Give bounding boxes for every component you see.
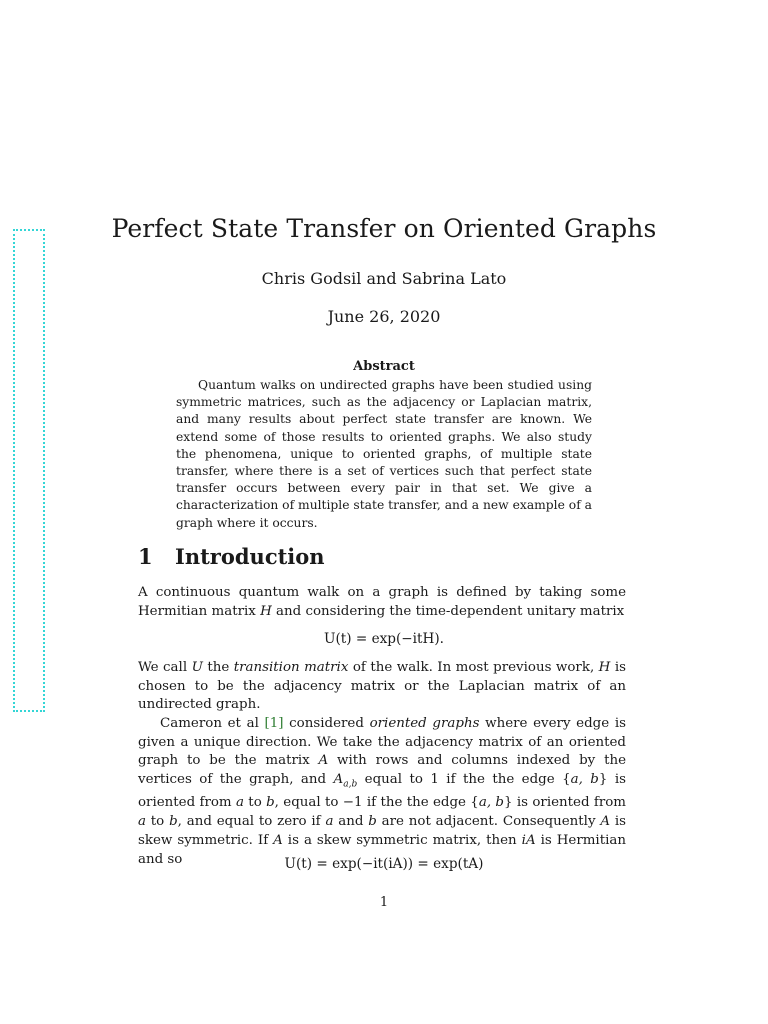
paragraph-2: We call U the transition matrix of the walk. In most previous work, H is chosen to be the adjacency matrix or the Laplacian matrix of an undirected graph. [138,660,626,713]
paper-title: Perfect State Transfer on Oriented Graphs [111,214,657,243]
equation-2: U(t) = exp(−it(iA)) = exp(tA) [284,856,484,872]
equation-1: U(t) = exp(−itH). [324,631,444,647]
section-number: 1 [138,544,153,569]
abstract-text: Quantum walks on undirected graphs have been studied using symmetric matrices, such as the adjacency or Laplacian matrix, and many results about perfect state transfer are known. We extend some of those results to oriented graphs. We also study the phenomena, unique to oriented graphs, of multiple state transfer, where there is a set of vertices such that perfect state transfer occurs between every pair in that set. We give a characterization of multiple state transfer, and a new example of a graph where it occurs. [176,378,592,530]
paragraph-1: A continuous quantum walk on a graph is defined by taking some Hermitian matrix H and considering the time-dependent unitary matrix [138,585,626,619]
paragraph-3: Cameron et al [1] considered oriented graphs where every edge is given a unique direction. We take the adjacency matrix of an oriented graph to be the matrix A with rows and columns indexed by the vertices of the graph, and $A_{a,b}$ equal to 1 if the the edge {a, b} is oriented from a to b, equal to −1 if the the edge {a, b} is oriented from a to b, and equal to zero if a and b are not adjacent. Consequently A is skew symmetric. If A is a skew symmetric matrix, then iA is Hermitian and so [138,716,627,867]
paper-authors: Chris Godsil and Sabrina Lato [261,269,507,288]
section-title: Introduction [175,544,325,569]
page-number: 1 [379,895,389,910]
citation-link[interactable]: [1] [264,716,284,731]
abstract-heading: Abstract [353,359,415,374]
section-heading [138,544,325,569]
paper-date: June 26, 2020 [327,307,441,326]
